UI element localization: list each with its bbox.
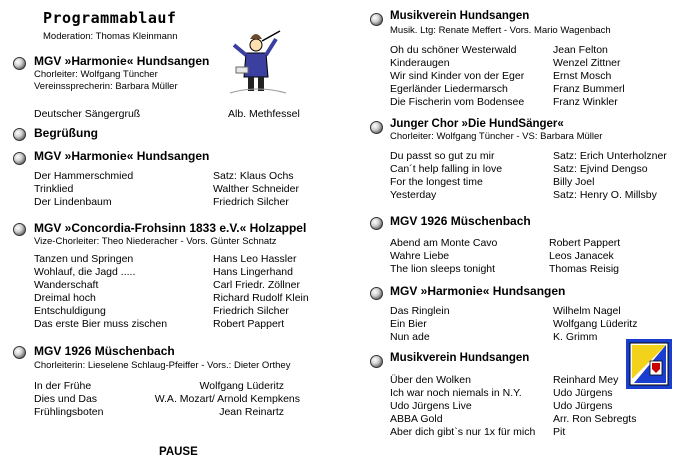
page-title: Programmablauf <box>43 9 177 27</box>
song-list <box>390 305 450 344</box>
composer-list <box>213 170 299 209</box>
song-composer: Wilhelm Nagel <box>553 305 621 317</box>
song-composer: Hans Leo Hassler <box>213 253 297 265</box>
song-title: Can´t help falling in love <box>390 163 503 175</box>
song-composer: Thomas Reisig <box>549 263 620 275</box>
song-list <box>34 380 103 419</box>
song-composer: Friedrich Silcher <box>213 196 289 208</box>
composer-list <box>213 253 309 331</box>
section-bullet-icon <box>13 128 26 141</box>
conductor-illustration <box>228 27 288 97</box>
song-list <box>34 253 167 331</box>
song-composer: Hans Lingerhand <box>213 266 293 278</box>
section-bullet-icon <box>13 152 26 165</box>
song-composer: Leos Janacek <box>549 250 614 262</box>
song-title: Der Lindenbaum <box>34 196 112 208</box>
song-title: Über den Wolken <box>390 374 471 386</box>
song-list <box>390 374 535 439</box>
song-composer: Jean Felton <box>553 44 608 56</box>
song-composer: Arr. Ron Sebregts <box>553 413 637 425</box>
song-title: Der Hammerschmied <box>34 170 134 182</box>
song-title: Nun ade <box>390 331 430 343</box>
song-title: Die Fischerin vom Bodensee <box>390 96 525 108</box>
composer-list <box>553 374 636 439</box>
song-list <box>390 237 497 276</box>
song-composer: Billy Joel <box>553 176 595 188</box>
section-bullet-icon <box>370 13 383 26</box>
section-subtitle: Vereinssprecherin: Barbara Müller <box>34 81 178 92</box>
song-composer: Ernst Mosch <box>553 70 612 82</box>
song-title: Egerländer Liedermarsch <box>390 83 508 95</box>
section-heading: MGV 1926 Müschenbach <box>34 344 175 358</box>
song-title: Wohlauf, die Jagd ..... <box>34 266 136 278</box>
song-title: Trinklied <box>34 183 74 195</box>
section-heading: MGV »Concordia-Frohsinn 1833 e.V.« Holzappel <box>34 221 307 235</box>
section-bullet-icon <box>370 355 383 368</box>
song-list <box>34 170 133 209</box>
song-list <box>390 150 502 202</box>
song-composer: Franz Winkler <box>553 96 618 108</box>
song-title: Frühlingsboten <box>34 406 104 418</box>
song-composer: Jean Reinartz <box>219 406 284 418</box>
song-composer: Reinhard Mey <box>553 374 619 386</box>
song-composer: Friedrich Silcher <box>213 305 289 317</box>
section-bullet-icon <box>370 287 383 300</box>
song-title: For the longest time <box>390 176 483 188</box>
section-heading: Musikverein Hundsangen <box>390 10 530 22</box>
song-title: Aber dich gibt`s nur 1x für mich <box>390 426 536 438</box>
song-composer: K. Grimm <box>553 331 598 343</box>
section-heading: MGV »Harmonie« Hundsangen <box>390 284 566 298</box>
song-title: Dies und Das <box>34 393 98 405</box>
section-subtitle: Musik. Ltg: Renate Meffert - Vors. Mario Wagenbach <box>390 25 611 36</box>
song-composer: Robert Pappert <box>213 318 285 330</box>
song-title: Das Ringlein <box>390 305 450 317</box>
section-subtitle: Chorleiter: Wolfgang Tüncher - VS: Barbara Müller <box>390 131 603 142</box>
song-title: Entschuldigung <box>34 305 106 317</box>
section-bullet-icon <box>13 57 26 70</box>
song-composer: Walther Schneider <box>213 183 299 195</box>
song-title: Wanderschaft <box>34 279 99 291</box>
section-subtitle: Vize-Chorleiter: Theo Niederacher - Vors. Günter Schnatz <box>34 236 277 247</box>
section-heading: MGV »Harmonie« Hundsangen <box>34 54 210 68</box>
section-subtitle: Chorleiter: Wolfgang Tüncher <box>34 69 158 80</box>
song-title: Dreimal hoch <box>34 292 96 304</box>
song-composer: W.A. Mozart/ Arnold Kempkens <box>154 393 300 405</box>
song-composer: Wenzel Zittner <box>553 57 621 69</box>
song-composer: Satz: Ejvind Dengso <box>553 163 648 175</box>
song-title: Kinderaugen <box>390 57 450 69</box>
song-composer: Richard Rudolf Klein <box>213 292 309 304</box>
section-bullet-icon <box>13 223 26 236</box>
song-composer: Udo Jürgens <box>553 387 613 399</box>
song-composer: Satz: Henry O. Millsby <box>553 189 657 201</box>
song-title: Deutscher Sängergruß <box>34 108 141 120</box>
section-heading: Musikverein Hundsangen <box>390 352 530 364</box>
composer-list <box>553 44 625 109</box>
composer-list <box>140 380 300 419</box>
coat-of-arms-icon <box>626 339 672 389</box>
song-composer: Wolfgang Lüderitz <box>553 318 638 330</box>
section-bullet-icon <box>370 217 383 230</box>
song-title: Yesterday <box>390 189 437 201</box>
song-list <box>390 44 524 109</box>
song-composer: Robert Pappert <box>549 237 621 249</box>
song-composer: Carl Friedr. Zöllner <box>213 279 300 291</box>
song-composer: Pit <box>553 426 566 438</box>
song-composer: Wolfgang Lüderitz <box>199 380 284 392</box>
song-title: In der Frühe <box>34 380 92 392</box>
composer-list <box>553 150 667 202</box>
song-title: Ich war noch niemals in N.Y. <box>390 387 522 399</box>
song-title: Das erste Bier muss zischen <box>34 318 168 330</box>
section-bullet-icon <box>370 121 383 134</box>
song-title: Wahre Liebe <box>390 250 450 262</box>
song-title: Wir sind Kinder von der Eger <box>390 70 525 82</box>
moderation-text: Moderation: Thomas Kleinmann <box>43 31 178 42</box>
song-composer: Satz: Erich Unterholzner <box>553 150 667 162</box>
section-heading: MGV 1926 Müschenbach <box>390 214 531 228</box>
section-bullet-icon <box>13 346 26 359</box>
song-composer: Franz Bummerl <box>553 83 625 95</box>
song-title: Ein Bier <box>390 318 427 330</box>
song-title: Du passt so gut zu mir <box>390 150 495 162</box>
section-heading: Begrüßung <box>34 126 98 140</box>
song-title: ABBA Gold <box>390 413 443 425</box>
song-composer: Alb. Methfessel <box>228 108 300 120</box>
section-heading: Junger Chor »Die HundSänger« <box>390 118 564 130</box>
song-title: Tanzen und Springen <box>34 253 134 265</box>
song-title: Udo Jürgens Live <box>390 400 472 412</box>
song-composer: Udo Jürgens <box>553 400 613 412</box>
song-title: The lion sleeps tonight <box>390 263 496 275</box>
song-title: Abend am Monte Cavo <box>390 237 498 249</box>
song-composer: Satz: Klaus Ochs <box>213 170 294 182</box>
composer-list <box>553 305 637 344</box>
section-heading: MGV »Harmonie« Hundsangen <box>34 149 210 163</box>
pause-label: PAUSE <box>159 446 198 458</box>
section-subtitle: Chorleiterin: Lieselene Schlaug-Pfeiffer - Vors.: Dieter Orthey <box>34 360 291 371</box>
composer-list <box>549 237 620 276</box>
song-title: Oh du schöner Westerwald <box>390 44 517 56</box>
